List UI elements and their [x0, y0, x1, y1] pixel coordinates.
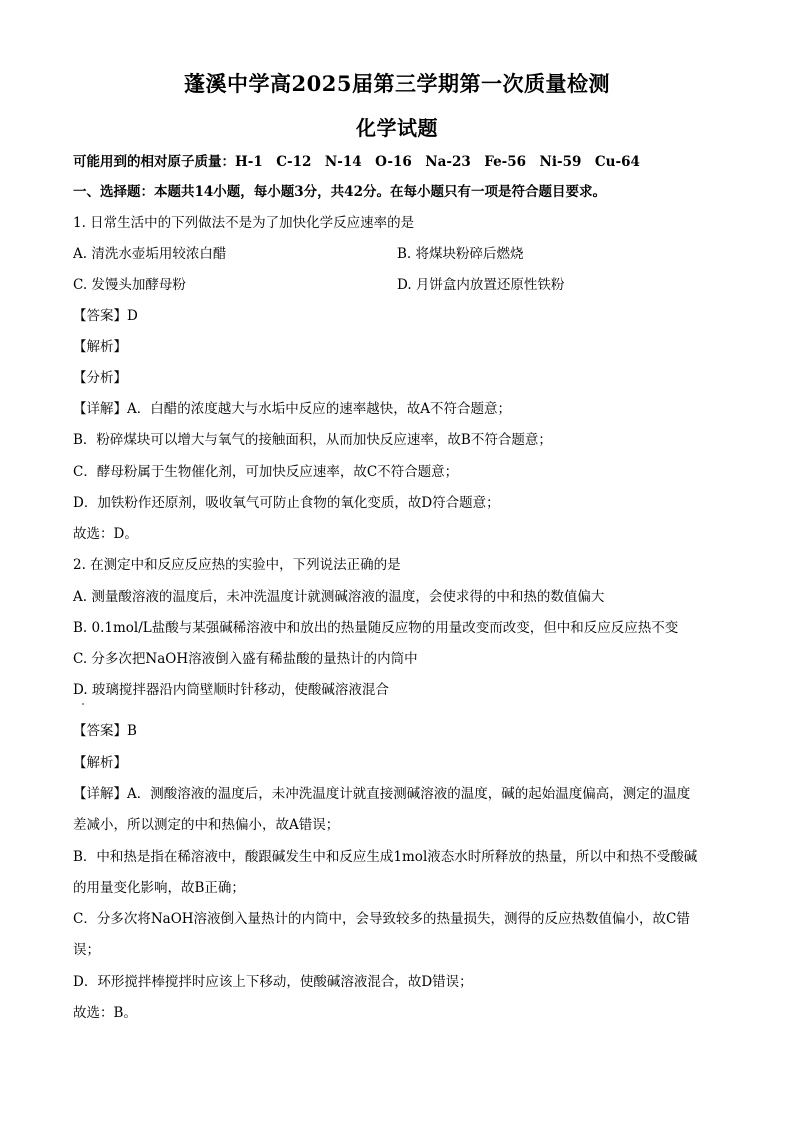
question-2-detail-b-line1: B．中和热是指在稀溶液中，酸跟碱发生中和反应生成1mol液态水时所释放的热量，所以中和热不受酸碱 — [73, 849, 698, 865]
question-2-detail-a-line1: 【详解】A．测酸溶液的温度后，未冲洗温度计就直接测碱溶液的温度，碱的起始温度偏高，测定的温度 — [73, 786, 691, 802]
question-1-option-b: B. 将煤块粉碎后燃烧 — [397, 246, 524, 262]
question-1-fenxi-heading: 【分析】 — [73, 370, 127, 386]
question-2-detail-c-line2: 误； — [73, 942, 100, 958]
question-1-detail-a: 【详解】A．白醋的浓度越大与水垢中反应的速率越快，故A不符合题意； — [73, 401, 511, 417]
question-2-detail-a-line2: 差减小，所以测定的中和热偏小，故A错误； — [73, 817, 340, 833]
question-2-option-d: D. 玻璃搅拌器沿内筒壁顺时针移动，使酸碱溶液混合 — [73, 682, 389, 698]
question-2-option-b: B. 0.1mol/L盐酸与某强碱稀溶液中和放出的热量随反应物的用量改变而改变，但中和反应反应热不变 — [73, 620, 679, 636]
question-2-detail-d: D．环形搅拌棒搅拌时应该上下移动，使酸碱溶液混合，故D错误； — [73, 974, 473, 990]
question-1-option-c: C. 发馒头加酵母粉 — [73, 277, 186, 293]
question-2-conclusion: 故选：B。 — [73, 1005, 137, 1021]
question-1-option-d: D. 月饼盒内放置还原性铁粉 — [397, 277, 565, 293]
question-2-detail-b-line2: 的用量变化影响，故B正确； — [73, 880, 245, 896]
question-1-conclusion: 故选：D。 — [73, 526, 138, 542]
question-2-stem: 2. 在测定中和反应反应热的实验中，下列说法正确的是 — [73, 557, 401, 573]
question-1-analysis-heading: 【解析】 — [73, 339, 127, 355]
question-2-analysis-heading: 【解析】 — [73, 755, 127, 771]
exam-title: 蓬溪中学高2025届第三学期第一次质量检测 — [184, 71, 610, 96]
question-2-option-c: C. 分多次把NaOH溶液倒入盛有稀盐酸的量热计的内筒中 — [73, 651, 418, 667]
question-2-answer: 【答案】B — [73, 723, 137, 739]
stray-dot — [82, 703, 84, 705]
question-1-stem: 1. 日常生活中的下列做法不是为了加快化学反应速率的是 — [73, 215, 415, 231]
question-2-detail-c-line1: C．分多次将NaOH溶液倒入量热计的内筒中，会导致较多的热量损失，测得的反应热数值偏小，故C错 — [73, 911, 690, 927]
question-2-option-a: A. 测量酸溶液的温度后，未冲洗温度计就测碱溶液的温度，会使求得的中和热的数值偏大 — [73, 589, 605, 605]
question-1-option-a: A. 清洗水壶垢用较浓白醋 — [73, 246, 227, 262]
atomic-masses-line: 可能用到的相对原子质量：H-1 C-12 N-14 O-16 Na-23 Fe-56 Ni-59 Cu-64 — [73, 154, 640, 170]
question-1-detail-d: D．加铁粉作还原剂，吸收氧气可防止食物的氧化变质，故D符合题意； — [73, 495, 500, 511]
question-1-answer: 【答案】D — [73, 308, 138, 324]
section-heading: 一、选择题：本题共14小题，每小题3分，共42分。在每小题只有一项是符合题目要求。 — [73, 184, 606, 200]
question-1-detail-b: B．粉碎煤块可以增大与氧气的接触面积，从而加快反应速率，故B不符合题意； — [73, 432, 552, 448]
question-1-detail-c: C．酵母粉属于生物催化剂，可加快反应速率，故C不符合题意； — [73, 464, 459, 480]
exam-subtitle: 化学试题 — [356, 116, 438, 140]
